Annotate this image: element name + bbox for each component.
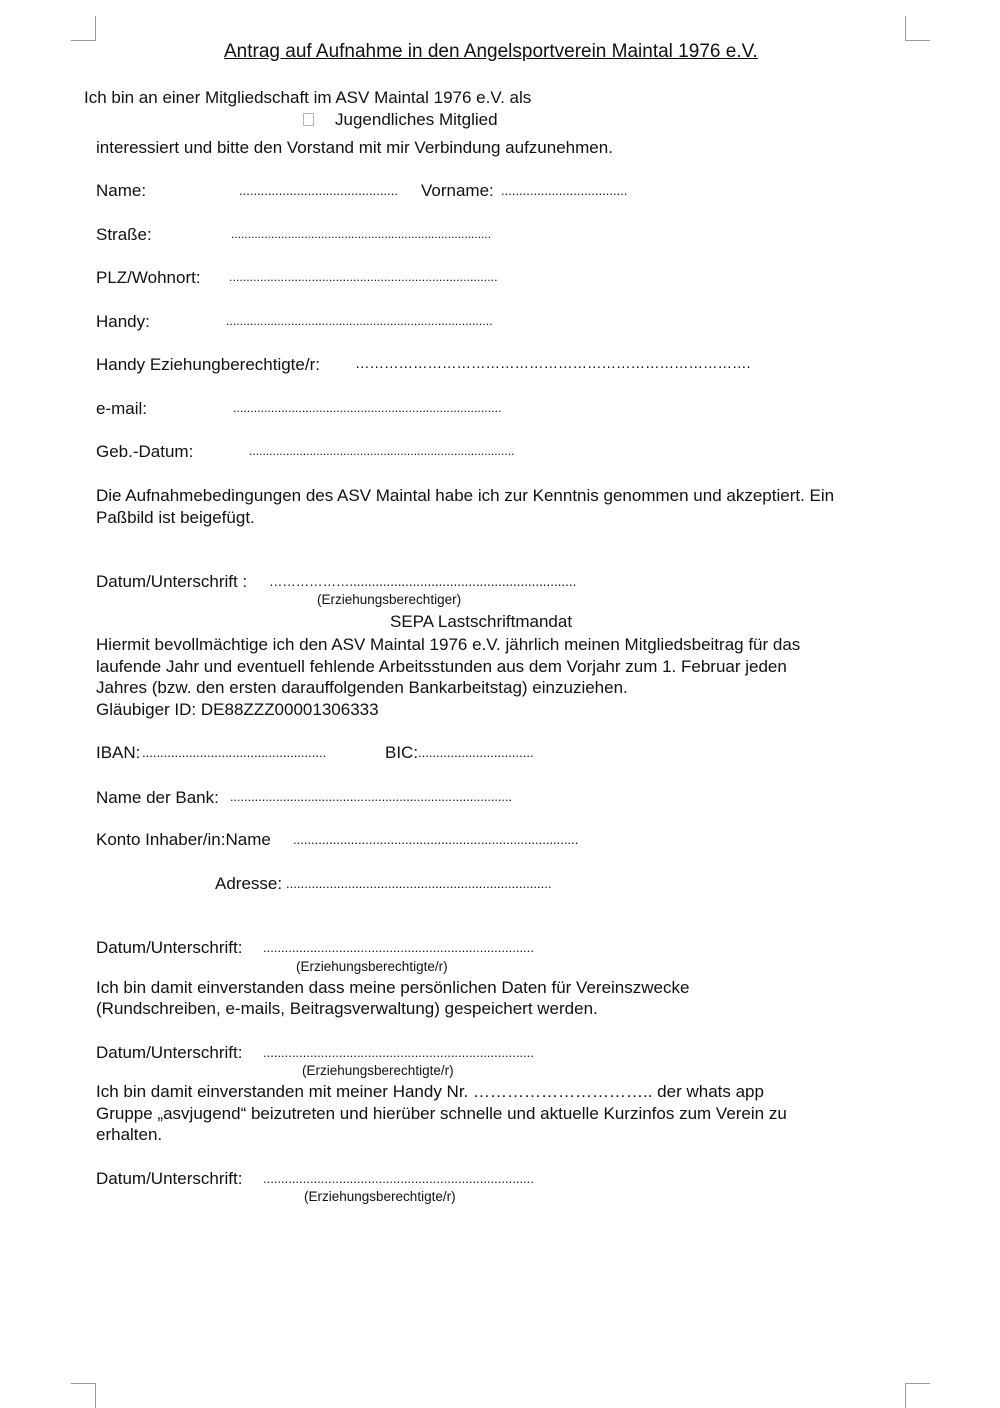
account-holder-label: Konto Inhaber/in:Name bbox=[96, 830, 271, 849]
vorname-field[interactable]: ................................... bbox=[501, 183, 628, 198]
email-field[interactable]: .............................................................................. bbox=[233, 401, 502, 415]
strasse-label: Straße: bbox=[96, 225, 152, 244]
data-consent-line1: Ich bin damit einverstanden dass meine persönlichen Daten für Vereinszwecke bbox=[96, 978, 690, 997]
document-title: Antrag auf Aufnahme in den Angelsportverein Maintal 1976 e.V. bbox=[224, 41, 758, 62]
crop-mark-top-right bbox=[905, 16, 930, 41]
signature1-field[interactable]: ………………............................................................. bbox=[269, 574, 577, 589]
dob-field[interactable]: ............................................................................... bbox=[249, 444, 515, 458]
crop-mark-top-left bbox=[71, 16, 96, 41]
bic-label: BIC: bbox=[385, 743, 419, 762]
data-consent-line2: (Rundschreiben, e-mails, Beitragsverwaltung) gespeichert werden. bbox=[96, 999, 598, 1018]
name-label: Name: bbox=[96, 181, 147, 200]
sepa-signature-caption: (Erziehungsberechtigte/r) bbox=[296, 959, 448, 974]
whatsapp-consent-line3: erhalten. bbox=[96, 1125, 163, 1144]
signature2-field[interactable]: ........................................................................... bbox=[263, 1045, 534, 1060]
iban-field[interactable]: ................................................... bbox=[142, 745, 327, 760]
strasse-field[interactable]: .............................................................................. bbox=[231, 227, 492, 241]
signature2-caption: (Erziehungsberechtigte/r) bbox=[302, 1063, 454, 1078]
address-field[interactable]: ......................................................................... bbox=[286, 876, 552, 891]
whatsapp-consent-line2: Gruppe „asvjugend“ beizutreten und hierüber schnelle und aktuelle Kurzinfos zum Verein zu bbox=[96, 1104, 787, 1123]
signature1-label: Datum/Unterschrift : bbox=[96, 572, 248, 591]
account-holder-field[interactable]: ............................................................................... bbox=[293, 832, 579, 847]
plz-wohnort-field[interactable]: .............................................................................. bbox=[229, 270, 498, 284]
sepa-text-line1: Hiermit bevollmächtige ich den ASV Maintal 1976 e.V. jährlich meinen Mitgliedsbeitrag für das bbox=[96, 635, 801, 654]
address-label: Adresse: bbox=[215, 874, 283, 893]
sepa-signature-field[interactable]: ........................................................................... bbox=[263, 940, 534, 955]
sepa-text-line2: laufende Jahr und eventuell fehlende Arbeitsstunden aus dem Vorjahr zum 1. Februar jeden bbox=[96, 657, 787, 676]
signature3-label: Datum/Unterschrift: bbox=[96, 1169, 243, 1188]
handy-field[interactable]: .............................................................................. bbox=[226, 314, 493, 328]
creditor-id: Gläubiger ID: DE88ZZZ00001306333 bbox=[96, 700, 379, 719]
signature2-label: Datum/Unterschrift: bbox=[96, 1043, 243, 1062]
intro-line: Ich bin an einer Mitgliedschaft im ASV Maintal 1976 e.V. als bbox=[84, 88, 532, 107]
membership-option-label: Jugendliches Mitglied bbox=[335, 110, 498, 129]
vorname-label: Vorname: bbox=[421, 181, 494, 200]
bank-name-field[interactable]: ................................................................................ bbox=[230, 790, 512, 804]
handy-parent-field[interactable]: ………………………………………………………………………. bbox=[355, 356, 751, 372]
dob-label: Geb.-Datum: bbox=[96, 442, 194, 461]
crop-mark-bottom-right bbox=[905, 1383, 930, 1408]
plz-wohnort-label: PLZ/Wohnort: bbox=[96, 268, 201, 287]
whatsapp-consent-line1: Ich bin damit einverstanden mit meiner Handy Nr. ………………………….. der whats app bbox=[96, 1082, 764, 1101]
sepa-heading: SEPA Lastschriftmandat bbox=[390, 612, 573, 631]
iban-label: IBAN: bbox=[96, 743, 141, 762]
membership-checkbox[interactable] bbox=[303, 113, 314, 126]
crop-mark-bottom-left bbox=[71, 1383, 96, 1408]
bic-field[interactable]: ................................ bbox=[418, 745, 534, 760]
signature3-field[interactable]: ........................................................................... bbox=[263, 1171, 534, 1186]
handy-parent-label: Handy Eziehungberechtigte/r: bbox=[96, 355, 320, 374]
conditions-text-line1: Die Aufnahmebedingungen des ASV Maintal habe ich zur Kenntnis genommen und akzeptiert. Ein bbox=[96, 486, 835, 505]
email-label: e-mail: bbox=[96, 399, 148, 418]
interest-line: interessiert und bitte den Vorstand mit mir Verbindung aufzunehmen. bbox=[96, 138, 613, 157]
name-field[interactable]: ............................................ bbox=[239, 183, 398, 198]
signature1-caption: (Erziehungsberechtiger) bbox=[317, 592, 462, 607]
sepa-signature-label: Datum/Unterschrift: bbox=[96, 938, 243, 957]
conditions-text-line2: Paßbild ist beigefügt. bbox=[96, 508, 255, 527]
bank-name-label: Name der Bank: bbox=[96, 788, 219, 807]
handy-label: Handy: bbox=[96, 312, 150, 331]
signature3-caption: (Erziehungsberechtigte/r) bbox=[304, 1189, 456, 1204]
sepa-text-line3: Jahres (bzw. den ersten darauffolgenden Bankarbeitstag) einzuziehen. bbox=[96, 678, 628, 697]
